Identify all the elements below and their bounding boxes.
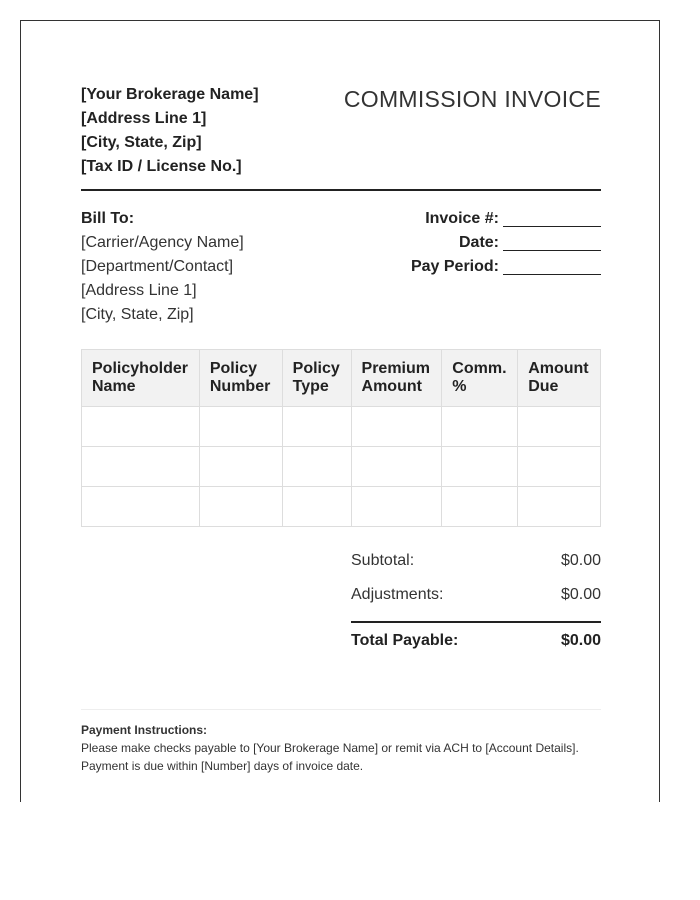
invoice-meta <box>411 207 601 279</box>
table-cell[interactable] <box>518 487 601 527</box>
brokerage-tax-id: [Tax ID / License No.] <box>81 158 242 175</box>
total-payable-value: $0.00 <box>560 632 601 649</box>
payment-instructions-title: Payment Instructions: <box>81 723 208 737</box>
table-cell[interactable] <box>282 447 351 487</box>
table-cell[interactable] <box>442 407 518 447</box>
date-row <box>411 231 601 255</box>
invoice-page <box>20 20 660 802</box>
adjustments-label: Adjustments: <box>351 586 444 603</box>
col-header-policy-number: Policy Number <box>199 350 282 407</box>
brokerage-name: [Your Brokerage Name] <box>81 86 259 103</box>
adjustments-row <box>351 583 601 617</box>
table-row <box>82 407 601 447</box>
invoice-number-field[interactable] <box>503 209 601 227</box>
payment-instructions-line-1: Please make checks payable to [Your Brokerage Name] or remit via ACH to [Account Details]. <box>81 741 579 755</box>
table-cell[interactable] <box>351 447 442 487</box>
date-field[interactable] <box>503 233 601 251</box>
invoice-title: COMMISSION INVOICE <box>343 86 601 112</box>
total-payable-row <box>351 621 601 663</box>
footer-divider <box>81 709 601 710</box>
table-cell[interactable] <box>442 447 518 487</box>
pay-period-row <box>411 255 601 279</box>
col-header-amount-due: Amount Due <box>518 350 601 407</box>
bill-to-address: [Address Line 1] <box>81 282 197 299</box>
subtotal-row <box>351 549 601 583</box>
date-label: Date: <box>458 234 499 251</box>
table-cell[interactable] <box>199 407 282 447</box>
table-cell[interactable] <box>518 407 601 447</box>
table-cell[interactable] <box>282 487 351 527</box>
table-row <box>82 487 601 527</box>
subtotal-value: $0.00 <box>560 552 601 569</box>
payment-instructions-line-2: Payment is due within [Number] days of invoice date. <box>81 759 364 773</box>
brokerage-city: [City, State, Zip] <box>81 134 202 151</box>
adjustments-value: $0.00 <box>560 586 601 603</box>
table-cell[interactable] <box>199 487 282 527</box>
table-row <box>82 447 601 487</box>
table-cell[interactable] <box>351 487 442 527</box>
table-cell[interactable] <box>442 487 518 527</box>
bill-to-city: [City, State, Zip] <box>81 306 194 323</box>
bill-to-block <box>81 207 244 327</box>
table-header-row <box>82 350 601 407</box>
table-cell[interactable] <box>82 447 200 487</box>
invoice-header <box>81 81 601 191</box>
subtotal-label: Subtotal: <box>351 552 415 569</box>
col-header-premium-amount: Premium Amount <box>351 350 442 407</box>
bill-to-label: Bill To: <box>81 210 135 227</box>
table-cell[interactable] <box>82 407 200 447</box>
totals-block <box>351 549 601 663</box>
table-cell[interactable] <box>82 487 200 527</box>
col-header-policy-type: Policy Type <box>282 350 351 407</box>
pay-period-label: Pay Period: <box>410 258 499 275</box>
payment-instructions <box>81 721 601 775</box>
table-cell[interactable] <box>351 407 442 447</box>
total-payable-label: Total Payable: <box>351 632 459 649</box>
bill-to-carrier: [Carrier/Agency Name] <box>81 234 244 251</box>
invoice-number-row <box>411 207 601 231</box>
table-cell[interactable] <box>282 407 351 447</box>
pay-period-field[interactable] <box>503 257 601 275</box>
brokerage-info <box>81 83 259 179</box>
bill-to-department: [Department/Contact] <box>81 258 234 275</box>
col-header-comm-percent: Comm. % <box>442 350 518 407</box>
table-cell[interactable] <box>518 447 601 487</box>
invoice-number-label: Invoice #: <box>425 210 499 227</box>
col-header-policyholder-name: Policyholder Name <box>82 350 200 407</box>
brokerage-address: [Address Line 1] <box>81 110 207 127</box>
table-cell[interactable] <box>199 447 282 487</box>
commission-table <box>81 349 601 527</box>
